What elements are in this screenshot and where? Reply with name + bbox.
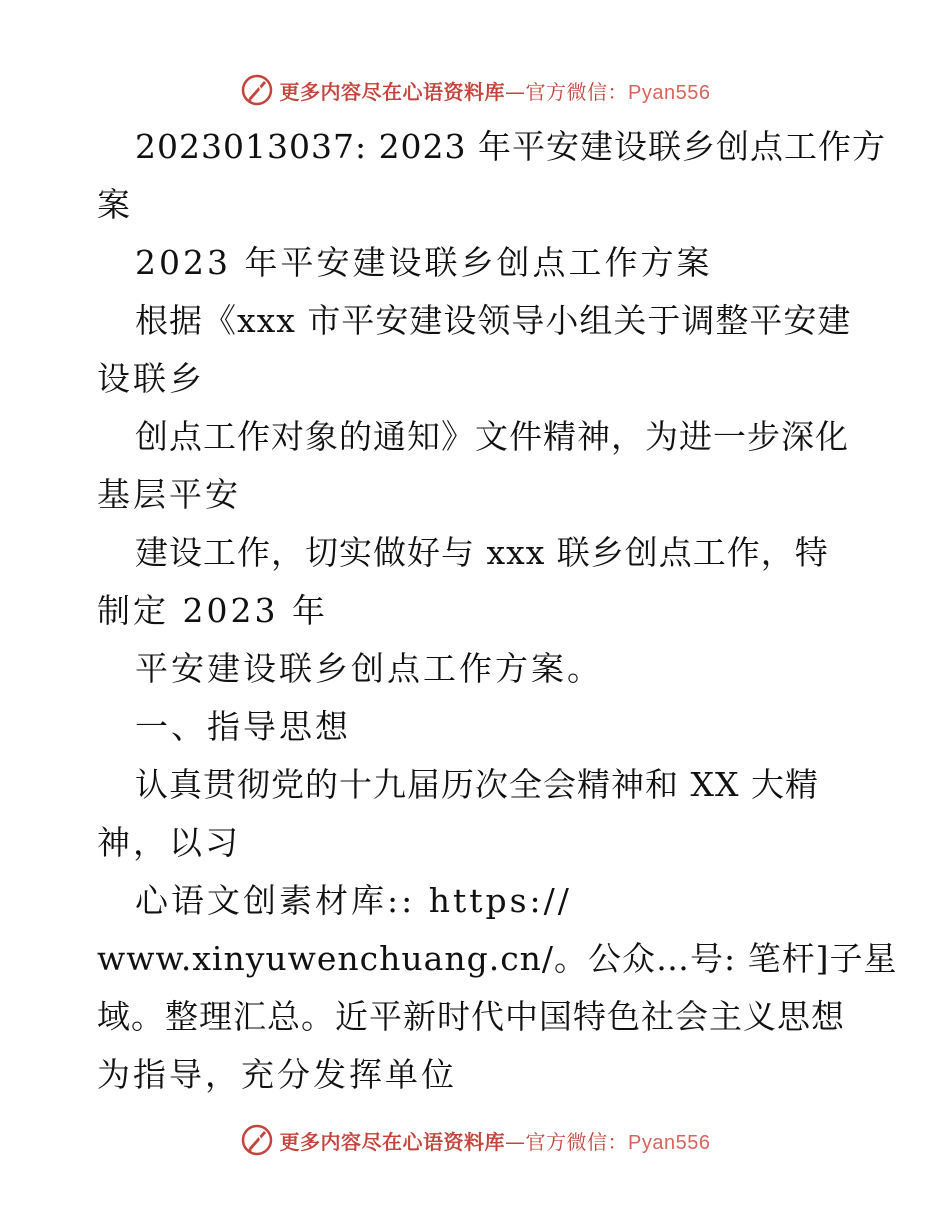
document-body	[97, 118, 898, 1104]
watermark-main: 更多内容尽在心语资料库	[279, 79, 506, 104]
watermark-text	[280, 76, 711, 105]
doc-line: 设联乡	[97, 359, 205, 398]
doc-line: 神，以习	[97, 823, 241, 862]
doc-line: 创点工作对象的通知》文件精神，为进一步深化	[135, 417, 849, 456]
doc-line: www.xinyuwenchuang.cn/。公众…号: 笔杆]子星	[97, 939, 898, 978]
doc-line: 基层平安	[97, 475, 241, 514]
quill-logo-icon	[240, 1123, 274, 1157]
doc-line-title: 2023013037: 2023 年平安建设联乡创点工作方	[135, 127, 887, 166]
watermark-dash: —	[505, 1129, 526, 1154]
watermark-text	[280, 1126, 711, 1155]
doc-line: 平安建设联乡创点工作方案。	[135, 649, 603, 688]
watermark-wechat-id: Pyan556	[628, 81, 711, 104]
footer-watermark-banner	[0, 1120, 950, 1160]
watermark-wechat-id: Pyan556	[628, 1131, 711, 1154]
watermark-official: 官方微信：	[525, 1129, 629, 1154]
doc-line-heading: 一、指导思想	[135, 707, 351, 746]
header-watermark-banner	[0, 70, 950, 110]
watermark-official: 官方微信：	[525, 79, 629, 104]
doc-line: 域。整理汇总。近平新时代中国特色社会主义思想	[97, 997, 845, 1036]
doc-line: 为指导，充分发挥单位	[97, 1055, 457, 1094]
doc-line: 根据《xxx 市平安建设领导小组关于调整平安建	[135, 301, 852, 340]
quill-logo-icon	[240, 73, 274, 107]
doc-line: 制定 2023 年	[97, 591, 328, 630]
doc-line: 认真贯彻党的十九届历次全会精神和 XX 大精	[135, 765, 819, 804]
watermark-main: 更多内容尽在心语资料库	[279, 1129, 506, 1154]
doc-line: 建设工作，切实做好与 xxx 联乡创点工作，特	[135, 533, 829, 572]
doc-line: 心语文创素材库:: https://	[135, 881, 572, 920]
watermark-dash: —	[505, 79, 526, 104]
doc-line: 案	[97, 185, 133, 224]
doc-line-subtitle: 2023 年平安建设联乡创点工作方案	[135, 243, 713, 282]
